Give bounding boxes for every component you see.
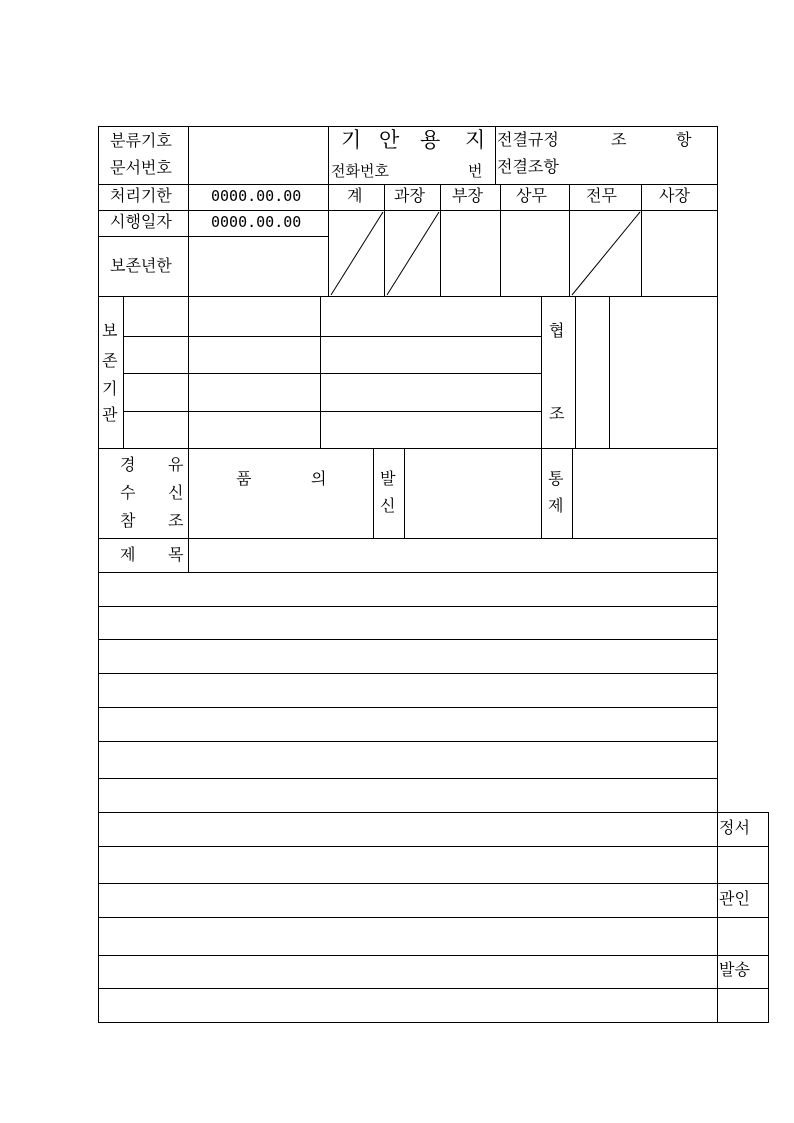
deadline-value: 0000.00.00 <box>211 187 302 205</box>
reference-char-1: 참 <box>120 511 136 530</box>
proposal-cell[interactable] <box>188 448 374 539</box>
form-title-char-3: 용 <box>420 128 441 152</box>
body-line[interactable] <box>98 606 718 640</box>
archive-label-cell <box>98 296 124 449</box>
approval-title-5: 전무 <box>586 186 617 205</box>
archive-cell-r1-c1[interactable] <box>123 296 189 337</box>
body-line[interactable] <box>98 955 718 989</box>
proposal-char-1: 품 <box>236 469 252 488</box>
via-char-1: 경 <box>120 455 136 474</box>
archive-cell-r3-c1[interactable] <box>123 373 189 412</box>
body-line[interactable] <box>98 741 718 779</box>
dispatch-char-1: 발 <box>380 469 396 488</box>
archive-cell-r4-c3[interactable] <box>320 411 542 449</box>
deadline-label: 처리기한 <box>110 186 172 205</box>
retention-value-cell[interactable] <box>188 236 329 297</box>
body-line[interactable] <box>98 778 718 813</box>
subject-char-1: 제 <box>120 545 136 564</box>
dispatch-value-cell[interactable] <box>404 448 542 539</box>
approval-title-2: 과장 <box>394 186 425 205</box>
stamp-dispatch-label: 발송 <box>719 960 750 979</box>
clause-hang: 항 <box>676 130 692 149</box>
cooperation-value-cell[interactable] <box>609 296 718 449</box>
stamp-clean-copy-label: 정서 <box>719 818 750 837</box>
stamp-box-seal[interactable] <box>717 917 769 956</box>
approval-title-1: 계 <box>347 186 363 205</box>
control-char-2: 제 <box>548 496 564 515</box>
archive-cell-r1-c2[interactable] <box>188 296 321 337</box>
enforce-date-value: 0000.00.00 <box>211 213 302 231</box>
archive-label-char-4: 관 <box>102 405 118 424</box>
body-line[interactable] <box>98 639 718 674</box>
delegation-clause-label: 전결조항 <box>497 157 559 176</box>
archive-cell-r1-c3[interactable] <box>320 296 542 337</box>
clause-jo: 조 <box>611 130 627 149</box>
subject-value-cell[interactable] <box>188 538 718 573</box>
archive-cell-r2-c3[interactable] <box>320 336 542 374</box>
body-line[interactable] <box>98 917 718 956</box>
archive-cell-r2-c1[interactable] <box>123 336 189 374</box>
approval-slash-5 <box>569 210 642 297</box>
recipient-char-2: 신 <box>168 483 184 502</box>
recipient-char-1: 수 <box>120 483 136 502</box>
approval-sign-box-6[interactable] <box>641 210 718 297</box>
phone-suffix: 번 <box>468 162 483 180</box>
approval-slash-1 <box>328 210 385 297</box>
dispatch-label-cell <box>373 448 405 539</box>
archive-label-char-1: 보 <box>102 321 118 340</box>
body-line[interactable] <box>98 988 718 1023</box>
stamp-box-dispatch[interactable] <box>717 988 769 1023</box>
stamp-box-clean-copy[interactable] <box>717 846 769 884</box>
body-line[interactable] <box>98 883 718 918</box>
form-title-char-1: 기 <box>341 128 362 152</box>
control-label-cell <box>541 448 573 539</box>
approval-title-4: 상무 <box>516 186 547 205</box>
archive-label-char-2: 존 <box>102 351 118 370</box>
stamp-seal-label: 관인 <box>719 889 750 908</box>
delegation-rule-label: 전결규정 <box>497 130 559 149</box>
body-line[interactable] <box>98 846 718 884</box>
approval-sign-box-4[interactable] <box>500 210 570 297</box>
approval-sign-box-3[interactable] <box>440 210 501 297</box>
approval-title-6: 사장 <box>659 186 690 205</box>
body-line[interactable] <box>98 812 718 847</box>
phone-label: 전화번호 <box>331 162 389 180</box>
dispatch-char-2: 신 <box>380 496 396 515</box>
doc-number-label: 문서번호 <box>110 158 172 177</box>
control-char-1: 통 <box>548 469 564 488</box>
archive-label-char-3: 기 <box>102 379 118 398</box>
form-title-char-2: 안 <box>379 128 400 152</box>
control-value-cell[interactable] <box>572 448 718 539</box>
approval-slash-2 <box>384 210 441 297</box>
cooperation-label-cell <box>541 296 576 449</box>
body-line[interactable] <box>98 707 718 742</box>
proposal-char-2: 의 <box>311 469 327 488</box>
body-line[interactable] <box>98 673 718 708</box>
classification-value-cell[interactable] <box>188 126 329 185</box>
retention-label: 보존년한 <box>110 256 172 275</box>
form-title-char-4: 지 <box>465 128 486 152</box>
subject-char-2: 목 <box>168 545 184 564</box>
body-line[interactable] <box>98 572 718 607</box>
via-char-2: 유 <box>168 455 184 474</box>
archive-cell-r3-c3[interactable] <box>320 373 542 412</box>
cooperation-char-2: 조 <box>549 404 565 423</box>
archive-cell-r3-c2[interactable] <box>188 373 321 412</box>
archive-cell-r4-c1[interactable] <box>123 411 189 449</box>
reference-char-2: 조 <box>168 511 184 530</box>
cooperation-mid-cell[interactable] <box>575 296 610 449</box>
classification-label: 분류기호 <box>110 131 172 150</box>
archive-cell-r4-c2[interactable] <box>188 411 321 449</box>
archive-cell-r2-c2[interactable] <box>188 336 321 374</box>
cooperation-char-1: 협 <box>549 321 565 340</box>
approval-title-3: 부장 <box>452 186 483 205</box>
enforce-date-label: 시행일자 <box>110 212 172 231</box>
